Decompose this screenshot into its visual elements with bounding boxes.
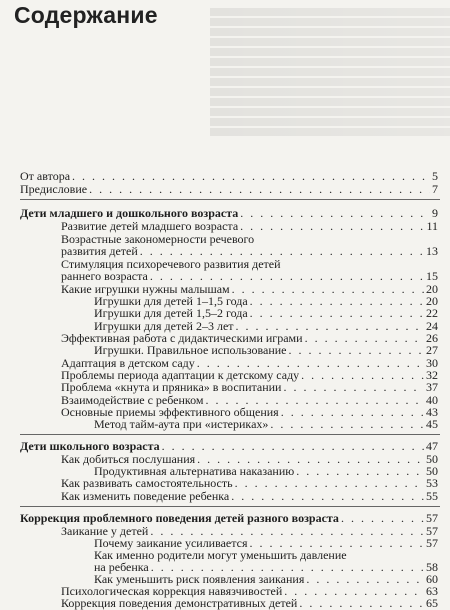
toc-entry-page: 5 [432, 169, 438, 183]
toc-entry-page: 65 [426, 596, 438, 610]
toc-entry [94, 344, 438, 356]
toc-entry [61, 381, 438, 393]
toc-entry-page: 63 [426, 584, 438, 598]
toc-entry-page: 22 [426, 306, 438, 320]
toc-entry-page: 11 [426, 219, 438, 233]
toc-entry [61, 245, 438, 257]
toc-entry-page: 20 [426, 294, 438, 308]
toc-entry-title: Игрушки для детей 1,5–2 года [94, 306, 248, 320]
leader-dots [283, 381, 424, 393]
toc-entry-title: Эффективная работа с дидактическими играми [61, 331, 303, 345]
toc-entry-page: 37 [426, 380, 438, 394]
toc-entry [94, 418, 438, 430]
toc-entry-title: Заикание у детей [61, 524, 149, 538]
toc-entry-title: Как изменить поведение ребенка [61, 489, 230, 503]
toc-entry [20, 183, 438, 195]
toc-entry-page: 50 [426, 452, 438, 466]
toc-entry-page: 20 [426, 282, 438, 296]
toc-entry-title: Адаптация в детском саду [61, 356, 195, 370]
toc-entry-title: Игрушки для детей 2–3 лет [94, 319, 234, 333]
leader-dots [150, 270, 424, 282]
leader-dots [289, 344, 424, 356]
toc-entry-title: Почему заикание усиливается [94, 536, 248, 550]
toc-entry-page: 53 [426, 476, 438, 490]
toc-entry-page: 9 [432, 206, 438, 220]
toc-entry-title: Дети школьного возраста [20, 439, 160, 453]
toc-entry-title: Предисловие [20, 182, 88, 196]
toc-entry-page: 32 [426, 368, 438, 382]
toc-entry-page: 57 [426, 511, 438, 525]
toc-entry-title: Проблема «кнута и пряника» в воспитании [61, 380, 282, 394]
toc-entry [94, 307, 438, 319]
toc-entry-page: 45 [426, 417, 438, 431]
toc-entry-title: Коррекция поведения демонстративных детей [61, 596, 298, 610]
toc-entry [61, 597, 438, 609]
toc-entry [61, 220, 438, 232]
leader-dots [270, 418, 424, 430]
section-divider [20, 434, 440, 435]
toc-entry-page: 7 [432, 182, 438, 196]
leader-dots [235, 477, 424, 489]
toc-entry-title: Продуктивная альтернатива наказанию [94, 464, 295, 478]
leader-dots [240, 207, 430, 219]
leader-dots [305, 332, 424, 344]
toc-entry-page: 26 [426, 331, 438, 345]
leader-dots [231, 490, 424, 502]
toc-entry-title: Как добиться послушания [61, 452, 196, 466]
toc-entry-title-cont: на ребенка [94, 560, 149, 574]
page-title: Содержание [14, 2, 158, 28]
toc-entry-title: Как развивать самостоятельность [61, 476, 233, 490]
leader-dots [306, 573, 424, 585]
leader-dots [284, 585, 424, 597]
toc-entry-title: Основные приемы эффективного общения [61, 405, 279, 419]
toc-section-heading [20, 512, 438, 524]
toc-entry-title: Дети младшего и дошкольного возраста [20, 206, 239, 220]
toc-entry-title-cont: развития детей [61, 244, 138, 258]
toc-entry-title: Возрастные закономерности речевого [61, 232, 255, 246]
toc-entry-page: 15 [426, 269, 438, 283]
toc-entry-title: Как именно родители могут уменьшить давление [94, 548, 347, 562]
toc-entry-page: 13 [426, 244, 438, 258]
toc-entry-page: 40 [426, 393, 438, 407]
leader-dots [299, 597, 424, 609]
toc-entry-page: 30 [426, 356, 438, 370]
leader-dots [72, 170, 430, 182]
leader-dots [250, 295, 424, 307]
leader-dots [301, 369, 424, 381]
toc-entry [61, 270, 438, 282]
toc-entry-title: Взаимодействие с ребенком [61, 393, 204, 407]
toc-entry-page: 55 [426, 489, 438, 503]
toc-entry-title: Игрушки для детей 1–1,5 года [94, 294, 248, 308]
toc-entry-page: 43 [426, 405, 438, 419]
toc-section-heading [20, 207, 438, 219]
toc-entry-title: Какие игрушки нужны малышам [61, 282, 230, 296]
toc-entry-title-cont: раннего возраста [61, 269, 148, 283]
toc-entry-title: Метод тайм-аута при «истериках» [94, 417, 269, 431]
toc-entry-page: 47 [426, 439, 438, 453]
section-divider [20, 506, 440, 507]
toc-entry-title: Как уменьшить риск появления заикания [94, 572, 305, 586]
leader-dots [281, 406, 424, 418]
toc-entry-title: Развитие детей младшего возраста [61, 219, 239, 233]
toc-entry [61, 490, 438, 502]
leader-dots [232, 283, 424, 295]
leader-dots [296, 465, 424, 477]
toc-entry-title: Стимуляция психоречевого развития детей [61, 257, 281, 271]
toc-entry-title: Психологическая коррекция навязчивостей [61, 584, 283, 598]
toc-entry-title: Проблемы периода адаптации к детскому саду [61, 368, 300, 382]
toc-entry-page: 60 [426, 572, 438, 586]
toc-entry-page: 50 [426, 464, 438, 478]
leader-dots [250, 307, 424, 319]
section-divider [20, 199, 440, 200]
toc-entry-page: 24 [426, 319, 438, 333]
toc-entry [61, 477, 438, 489]
toc-entry-page: 57 [426, 536, 438, 550]
toc-entry-title: Игрушки. Правильное использование [94, 343, 287, 357]
toc-entry [20, 170, 438, 182]
show-through-text [170, 6, 450, 156]
leader-dots [240, 220, 424, 232]
toc-entry-page: 58 [426, 560, 438, 574]
toc-section-heading [20, 440, 438, 452]
leader-dots [162, 440, 424, 452]
toc-entry-title: Коррекция проблемного поведения детей разного возраста [20, 511, 339, 525]
toc-entry-title: От автора [20, 169, 71, 183]
leader-dots [89, 183, 430, 195]
toc-entry-page: 27 [426, 343, 438, 357]
leader-dots [341, 512, 424, 524]
toc-entry-page: 57 [426, 524, 438, 538]
leader-dots [140, 245, 424, 257]
